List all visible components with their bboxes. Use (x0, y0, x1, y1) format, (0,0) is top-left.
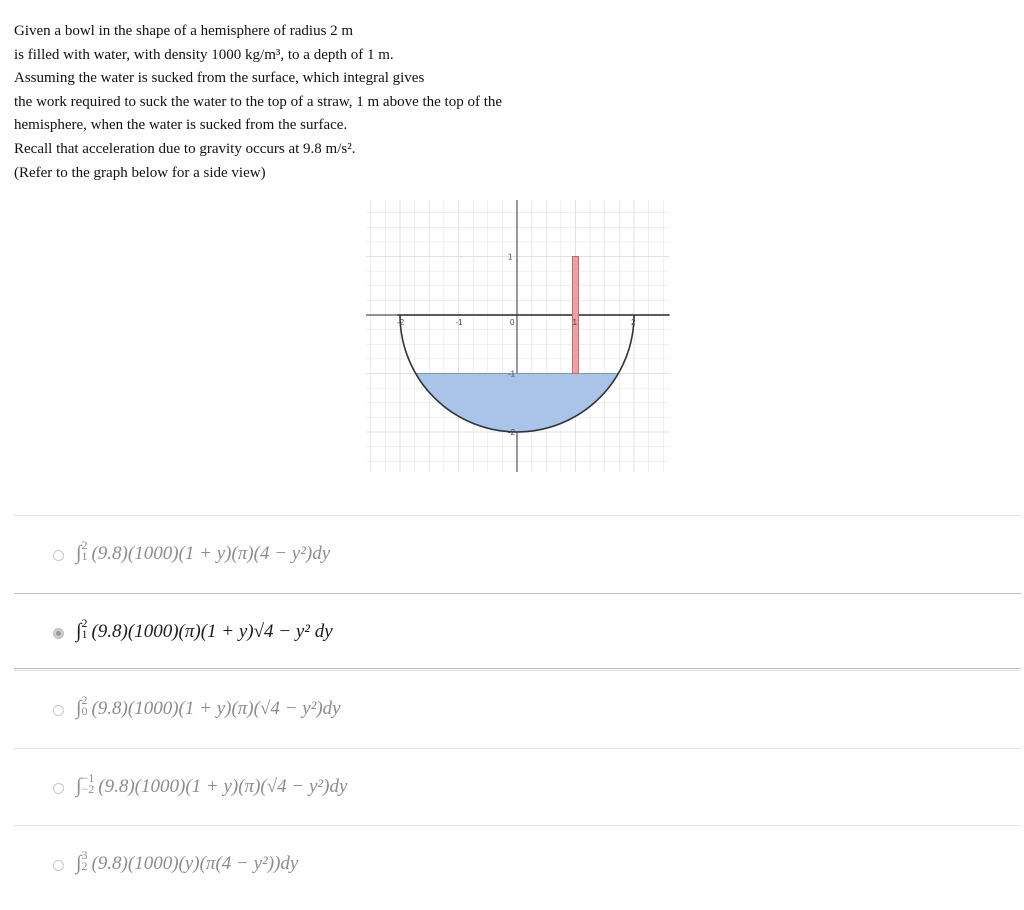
integrand: (9.8)(1000)(π)(1 + y)√4 − y² dy (91, 621, 333, 642)
upper-limit: 2 (81, 615, 88, 630)
lower-limit: −2 (81, 781, 95, 796)
answer-option-5[interactable] (14, 825, 1021, 901)
integrand: (9.8)(1000)(1 + y)(π)(√4 − y²)dy (91, 698, 341, 719)
formula-option-5: ∫ 3 2 (9.8)(1000)(y)(π(4 − y²))dy (76, 847, 299, 874)
x-tick-label: 2 (631, 318, 636, 327)
question-line-4: the work required to suck the water to the top of a straw, 1 m above the top of the (14, 93, 503, 110)
y-tick-label: 1 (508, 252, 513, 262)
y-tick-label: -2 (508, 428, 516, 437)
lower-limit: 1 (81, 626, 88, 641)
integrand: (9.8)(1000)(y)(π(4 − y²))dy (91, 853, 299, 874)
question-line-5: hemisphere, when the water is sucked from the surface. (14, 117, 348, 134)
radio-button-option-4[interactable] (53, 783, 64, 794)
answer-option-1[interactable] (14, 515, 1021, 591)
radio-button-option-1[interactable] (53, 550, 64, 561)
integrand: (9.8)(1000)(1 + y)(π)(√4 − y²)dy (98, 776, 348, 797)
question-text (14, 20, 654, 185)
upper-limit: 2 (81, 537, 88, 552)
question-line-3: Assuming the water is sucked from the surface, which integral gives (14, 70, 425, 87)
integrand: (9.8)(1000)(1 + y)(π)(4 − y²)dy (91, 543, 331, 564)
lower-limit: 1 (81, 548, 88, 563)
question-line-1: Given a bowl in the shape of a hemisphere of radius 2 m (14, 23, 354, 39)
answer-option-3[interactable] (14, 670, 1021, 746)
x-tick-label: -1 (455, 318, 463, 327)
radio-button-option-3[interactable] (53, 705, 64, 716)
question-line-6: Recall that acceleration due to gravity occurs at 9.8 m/s². (14, 140, 356, 157)
straw (573, 257, 579, 374)
upper-limit: −1 (81, 770, 95, 785)
water-region (416, 374, 619, 433)
answer-option-2[interactable] (14, 593, 1021, 669)
formula-option-2: ∫ 2 1 (9.8)(1000)(π)(1 + y)√4 − y² dy (76, 615, 333, 642)
x-tick-label: 0 (510, 318, 515, 327)
x-tick-label: -2 (397, 318, 405, 327)
answer-option-4[interactable] (14, 748, 1021, 824)
lower-limit: 0 (81, 703, 88, 718)
question-line-2: is filled with water, with density 1000 kg/m³, to a depth of 1 m. (14, 46, 394, 63)
y-tick-label: -1 (508, 369, 516, 379)
upper-limit: 2 (81, 692, 88, 707)
radio-button-option-5[interactable] (53, 860, 64, 871)
hemisphere-side-view-graph (366, 200, 670, 472)
formula-option-4: ∫ −1 −2 (9.8)(1000)(1 + y)(π)(√4 − y²)dy (76, 770, 348, 797)
x-tick-label: 1 (572, 318, 577, 327)
radio-button-option-2[interactable] (53, 628, 64, 639)
question-line-7: (Refer to the graph below for a side view) (14, 164, 266, 181)
upper-limit: 3 (81, 847, 88, 862)
formula-option-1: ∫ 2 1 (9.8)(1000)(1 + y)(π)(4 − y²)dy (76, 537, 331, 564)
lower-limit: 2 (81, 858, 88, 873)
formula-option-3: ∫ 2 0 (9.8)(1000)(1 + y)(π)(√4 − y²)dy (76, 692, 341, 719)
